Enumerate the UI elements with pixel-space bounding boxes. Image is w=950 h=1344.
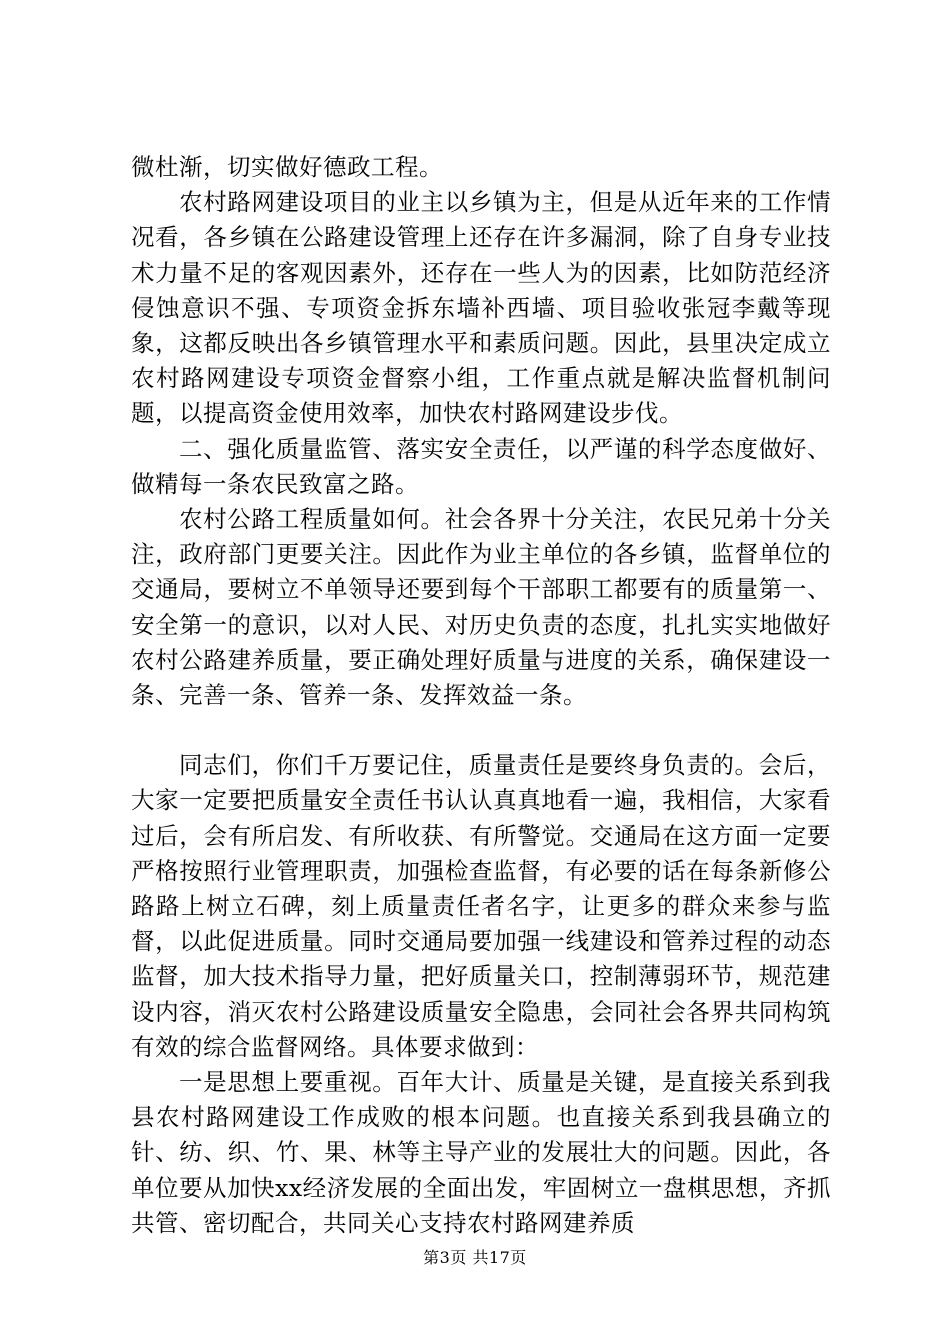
paragraph-quality-responsibility: 同志们，你们千万要记住，质量责任是要终身负责的。会后，大家一定要把质量安全责任书认认真真地看一遍，我相信，大家看过后，会有所启发、有所收获、有所警觉。交通局在这方面一定要严格按照行业管理职责，加强检查监督，有必要的话在每条新修公路路上树立石碑，刻上质量责任者名字，让更多的群众来参与监督，以此促进质量。同时交通局要加强一线建设和管养过程的动态监督，加大技术指导力量，把好质量关口，控制薄弱环节，规范建设内容，消灭农村公路建设质量安全隐患，会同社会各界共同构筑有效的综合监督网络。具体要求做到： — [131, 751, 831, 1061]
document-body — [131, 150, 831, 1241]
section-heading-quality-supervision: 二、强化质量监管、落实安全责任，以严谨的科学态度做好、做精每一条农民致富之路。 — [131, 434, 831, 498]
paragraph-continuation: 微杜渐，切实做好德政工程。 — [131, 153, 443, 181]
page-number-footer: 第3页 共17页 — [423, 1248, 527, 1267]
paragraph-first-requirement: 一是思想上要重视。百年大计、质量是关键，是直接关系到我县农村路网建设工作成败的根本问题。也直接关系到我县确立的针、纺、织、竹、果、林等主导产业的发展壮大的问题。因此，各单位要从加快xx经济发展的全面出发，牢固树立一盘棋思想，齐抓共管、密切配合，共同关心支持农村路网建养质 — [131, 1068, 831, 1237]
paragraph-road-network-ownership: 农村路网建设项目的业主以乡镇为主，但是从近年来的工作情况看，各乡镇在公路建设管理上还存在许多漏洞，除了自身专业技术力量不足的客观因素外，还存在一些人为的因素，比如防范经济侵蚀意识不强、专项资金拆东墙补西墙、项目验收张冠李戴等现象，这都反映出各乡镇管理水平和素质问题。因此，县里决定成立农村路网建设专项资金督察小组，工作重点就是解决监督机制问题，以提高资金使用效率，加快农村路网建设步伐。 — [131, 188, 831, 428]
paragraph-quality-concern: 农村公路工程质量如何。社会各界十分关注，农民兄弟十分关注，政府部门更要关注。因此作为业主单位的各乡镇，监督单位的交通局，要树立不单领导还要到每个干部职工都要有的质量第一、安全第一的意识，以对人民、对历史负责的态度，扎扎实实地做好农村公路建养质量，要正确处理好质量与进度的关系，确保建设一条、完善一条、管养一条、发挥效益一条。 — [131, 505, 831, 710]
